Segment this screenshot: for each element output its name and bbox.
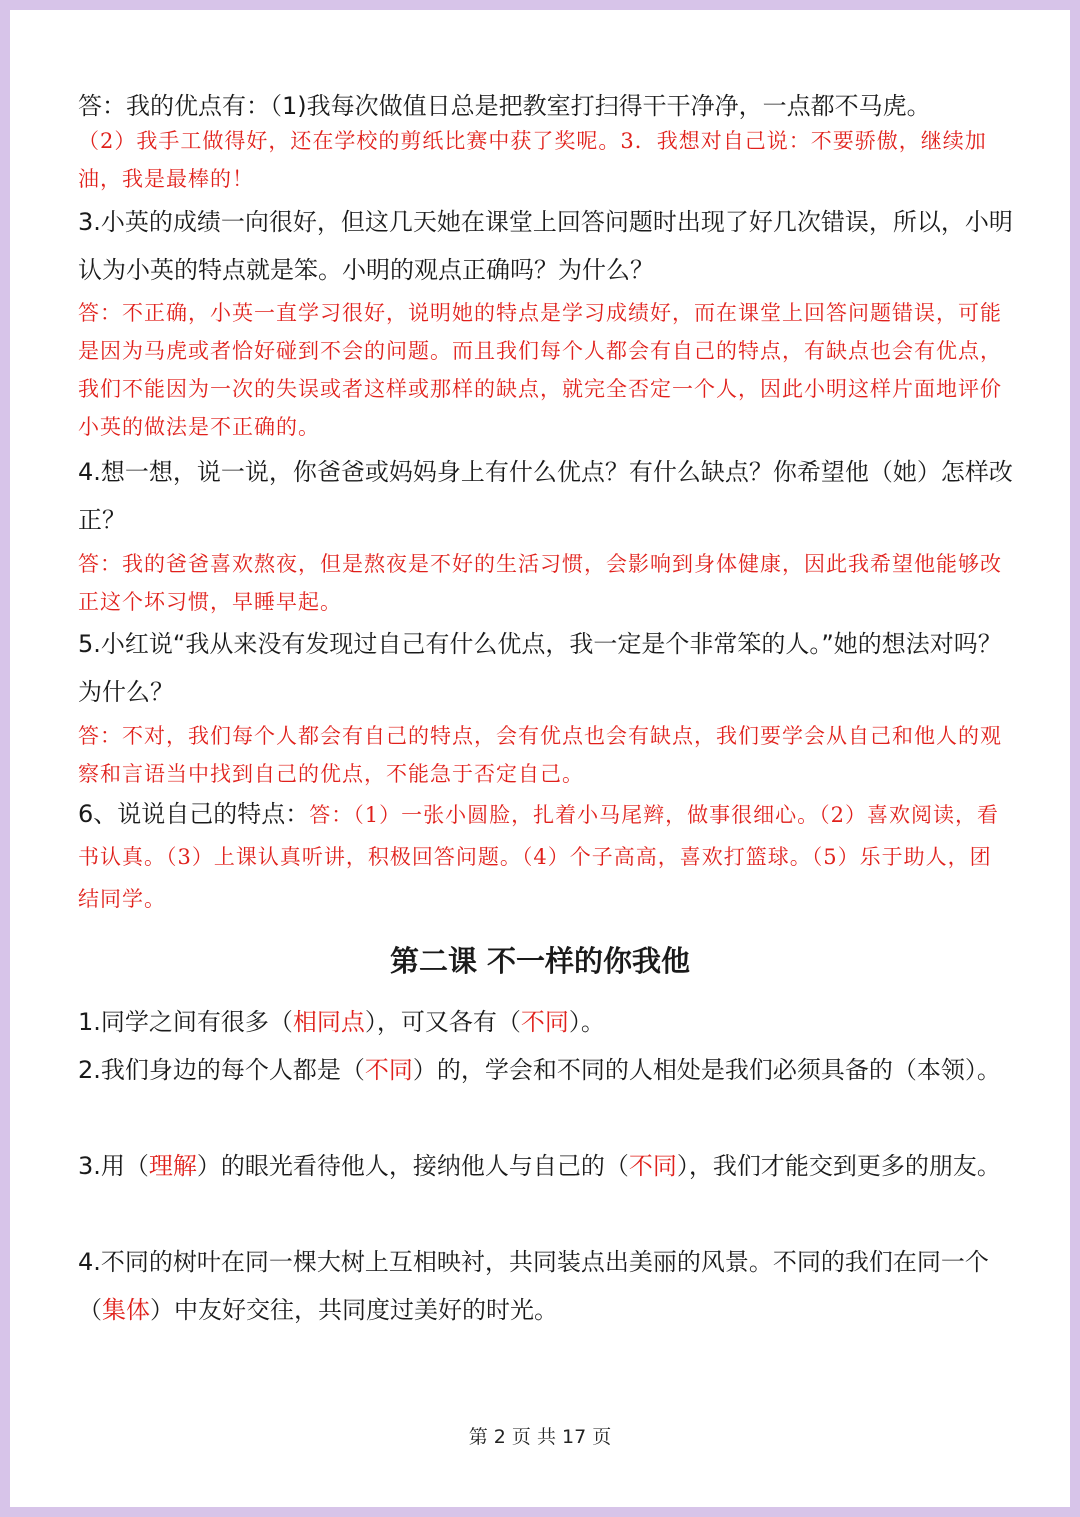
answer-blank: 理解 (148, 1152, 197, 1180)
q5-question: 5.小红说“我从来没有发现过自己有什么优点，我一定是个非常笨的人。”她的想法对吗？为什么？ (78, 630, 1002, 706)
answer-blank: 集体 (102, 1296, 150, 1324)
q4-question: 4.想一想，说一说，你爸爸或妈妈身上有什么优点？有什么缺点？你希望他（她）怎样改正？ (78, 458, 1013, 534)
q2-answer-red: （2）我手工做得好，还在学校的剪纸比赛中获了奖呢。3．我想对自己说：不要骄傲，继续加油，我是最棒的！ (78, 129, 987, 191)
q6-block (78, 794, 1013, 920)
q6-answer: 答：（1）一张小圆脸，扎着小马尾辫，做事很细心。（2）喜欢阅读，看书认真。（3）上课认真听讲，积极回答问题。（4）个子高高，喜欢打篮球。（5）乐于助人，团结同学。 (78, 803, 1000, 911)
item-text: ）的眼光看待他人，接纳他人与自己的（ (196, 1152, 629, 1180)
item-text: ）。 (568, 1008, 605, 1036)
answer-blank: 不同 (520, 1008, 569, 1036)
q5-answer: 答：不对，我们每个人都会有自己的特点，会有优点也会有缺点，我们要学会从自己和他人的观察和言语当中找到自己的优点，不能急于否定自己。 (78, 724, 1002, 786)
lesson2-item-1 (78, 998, 1013, 1046)
item-text: ），可又各有（ (364, 1008, 521, 1036)
item-text: ），我们才能交到更多的朋友。 (676, 1152, 1001, 1180)
q3-answer: 答：不正确，小英一直学习很好，说明她的特点是学习成绩好，而在课堂上回答问题错误，可能是因为马虎或者恰好碰到不会的问题。而且我们每个人都会有自己的特点，有缺点也会有优点，我们不能因为一次的失误或者这样或那样的缺点，就完全否定一个人，因此小明这样片面地评价小英的做法是不正确的。 (78, 301, 1002, 439)
answer-blank: 不同 (364, 1056, 413, 1084)
lesson2-item-2 (78, 1046, 1013, 1094)
q4-answer: 答：我的爸爸喜欢熬夜，但是熬夜是不好的生活习惯，会影响到身体健康，因此我希望他能够改正这个坏习惯，早睡早起。 (78, 552, 1002, 614)
document-page (10, 10, 1070, 1507)
item-text: 3.用（ (78, 1152, 149, 1180)
q2-answer-line1: 答：我的优点有：（1)我每次做值日总是把教室打扫得干干净净，一点都不马虎。 (78, 92, 931, 120)
item-text: ）的，学会和不同的人相处是我们必须具备的（本领）。 (412, 1056, 1001, 1084)
item-text: 2.我们身边的每个人都是（ (78, 1056, 365, 1084)
item-text: 4.不同的树叶在同一棵大树上互相映衬，共同装点出美丽的风景。不同的我们在同一个（ (78, 1248, 989, 1324)
item-text: 1.同学之间有很多（ (78, 1008, 293, 1036)
answer-blank: 不同 (628, 1152, 677, 1180)
lesson2-item-3 (78, 1142, 1013, 1190)
q3-question: 3.小英的成绩一向很好，但这几天她在课堂上回答问题时出现了好几次错误，所以，小明认为小英的特点就是笨。小明的观点正确吗？为什么？ (78, 208, 1013, 284)
lesson-title: 第二课 不一样的你我他 (389, 944, 691, 978)
q6-question: 6、说说自己的特点： (78, 800, 310, 828)
answer-blank: 相同点 (292, 1008, 365, 1036)
item-text: ）中友好交往，共同度过美好的时光。 (150, 1296, 558, 1324)
page-footer: 第 2 页 共 17 页 (468, 1426, 612, 1448)
lesson2-item-4 (78, 1238, 1013, 1334)
